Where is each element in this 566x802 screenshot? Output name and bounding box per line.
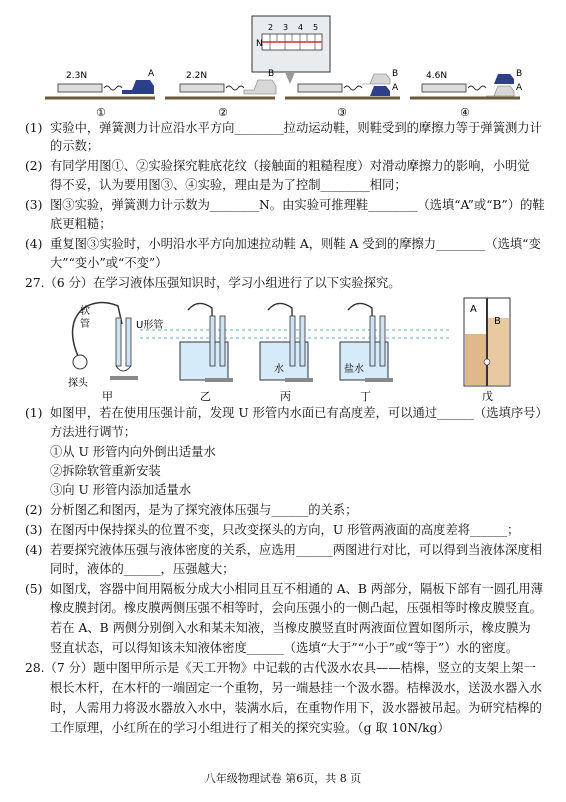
q27-4-line-1: 若要探究液体压强与液体密度的关系，应选用______两图进行对比，可以得到当液体深度相 — [50, 543, 542, 557]
q27-option-3: ③向 U 形管内添加适量水 — [50, 483, 192, 497]
q27-1-line-2: 方法进行调节； — [50, 425, 137, 439]
setup-2 — [180, 69, 276, 119]
q27-option-1: ①从 U 形管内向外倒出适量水 — [50, 445, 216, 459]
q28-line-3: 时，人需用力将汲水器放入水中，装满水后，在重物作用下，汲水器被吊起。为研究桔槔的 — [50, 701, 542, 715]
q27-5-line-3: 若在 A、B 两侧分别倒入水和某未知液，当橡皮膜竖直时两液面位置如图所示，橡皮膜为 — [50, 621, 531, 635]
item-number: (1) — [25, 121, 43, 135]
label-soft-tube-1: 软 — [80, 306, 90, 317]
q28-line-4: 工作原理，小红所在的学习小组进行了相关的探究实验。（g 取 10N/kg） — [50, 721, 450, 735]
setup-yi — [180, 303, 233, 382]
q26-4-line-2: 大”“变小”或“不变”） — [50, 256, 168, 270]
q27-2-line-1: 分析图乙和图丙，是为了探究液体压强与______的关系； — [50, 503, 358, 517]
q27-header: 27.（6 分）在学习液体压强知识时，学习小组进行了以下实验探究。 — [25, 276, 401, 290]
reading-4: 4.6N — [426, 71, 448, 81]
shoe-label-3-upper: B — [392, 69, 399, 79]
figure-number-4: ④ — [460, 106, 470, 119]
figure-number-3: ③ — [337, 106, 347, 119]
q26-2-line-1: 有同学用图①、②实验探究鞋底花纹（接触面的粗糙程度）对滑动摩擦力的影响，小明觉 — [50, 159, 530, 173]
q27-4-line-2: 同时，液体的______，压强越大； — [50, 562, 235, 576]
figure-label-jia: 甲 — [102, 390, 113, 403]
item-number: (2) — [25, 159, 43, 173]
q28-line-1: 28.（7 分）题中图甲所示是《天工开物》中记载的古代汲水农具——桔槔，竖立的支架上架一 — [25, 661, 536, 675]
item-number: (3) — [25, 523, 43, 537]
setup-ding — [340, 303, 393, 382]
figure-number-1: ① — [96, 106, 106, 119]
reading-2: 2.2N — [186, 71, 208, 81]
shoe-label-4-lower: A — [516, 83, 523, 93]
q26-2-line-2: 得不妥，认为要用图③、④实验，理由是为了控制________相同； — [50, 178, 407, 192]
figure-label-wu: 戊 — [482, 390, 493, 403]
q26-1-line-2: 的示数； — [50, 139, 100, 153]
setup-bing — [260, 303, 313, 382]
gauge-tick: 4 — [298, 23, 304, 32]
shoe-label-1: A — [148, 69, 155, 79]
shoe-label-3-lower: A — [392, 83, 399, 93]
spring-scale-zoom — [252, 16, 330, 84]
label-salt-water: 盐水 — [344, 364, 364, 375]
label-part-b: B — [494, 316, 501, 327]
setup-4 — [422, 69, 523, 119]
item-number: (1) — [25, 406, 43, 420]
gauge-tick: 5 — [313, 23, 319, 32]
label-u-tube: U形管 — [136, 320, 164, 331]
figure-label-yi: 乙 — [200, 390, 211, 403]
label-soft-tube-2: 管 — [80, 319, 90, 330]
item-number: (4) — [25, 237, 43, 251]
q27-5-line-4: 竖直状态，可以得知该未知液体密度______（选填“大于”“小于”或“等于”）水的密度。 — [50, 641, 519, 655]
setup-3 — [298, 69, 399, 119]
q26-4-line-1: 重复图③实验时，小明沿水平方向加速拉动鞋 A，则鞋 A 受到的摩擦力________（选填“变 — [50, 237, 541, 251]
q27-3-line-1: 在图丙中保持探头的位置不变，只改变探头的方向，U 形管两液面的高度差将______； — [50, 523, 520, 537]
item-number: (3) — [25, 198, 43, 212]
label-part-a: A — [470, 304, 477, 315]
page-footer: 八年级物理试卷 第6页，共 8 页 — [204, 772, 362, 785]
q27-5-line-1: 如图戊，容器中间用隔板分成大小相同且互不相通的 A、B 两部分，隔板下部有一圆孔用薄 — [50, 582, 544, 596]
item-number: (4) — [25, 543, 43, 557]
item-number: (2) — [25, 503, 43, 517]
setup-wu — [464, 298, 510, 386]
setup-jia — [68, 303, 163, 389]
label-water: 水 — [274, 364, 284, 375]
shoe-label-4-upper: B — [516, 69, 523, 79]
q27-1-line-1: 如图甲，若在使用压强计前，发现 U 形管内水面已有高度差，可以通过______（选填序号） — [50, 406, 548, 420]
figure-shoe-friction — [40, 14, 540, 120]
figure-label-ding: 丁 — [360, 390, 371, 403]
figure-pressure-gauge — [40, 294, 520, 404]
q26-3-line-2: 底更粗糙； — [50, 217, 112, 231]
figure-number-2: ② — [218, 106, 228, 119]
item-number: (5) — [25, 582, 43, 596]
shoe-label-2: B — [268, 69, 275, 79]
q26-1-line-1: 实验中，弹簧测力计应沿水平方向________拉动运动鞋，则鞋受到的摩擦力等于弹簧测力计 — [50, 121, 542, 135]
q26-3-line-1: 图③实验，弹簧测力计示数为________N。由实验可推理鞋________（选填“A”或“B”）的鞋 — [50, 198, 545, 212]
gauge-tick: 3 — [283, 23, 289, 32]
label-probe: 探头 — [68, 378, 88, 389]
q27-option-2: ②拆除软管重新安装 — [50, 464, 161, 478]
setup-1 — [58, 69, 155, 119]
q27-5-line-2: 橡皮膜封闭。橡皮膜两侧压强不相等时，会向压强小的一侧凸起，压强相等时橡皮膜竖直。 — [50, 601, 542, 615]
reading-1: 2.3N — [66, 71, 88, 81]
gauge-unit: N — [256, 39, 263, 49]
gauge-tick: 2 — [268, 23, 274, 32]
figure-label-bing: 丙 — [280, 390, 291, 403]
q28-line-2: 根长木杆，在木杆的一端固定一个重物，另一端悬挂一个汲水器。桔槔汲水，送汲水器入水 — [50, 681, 542, 695]
